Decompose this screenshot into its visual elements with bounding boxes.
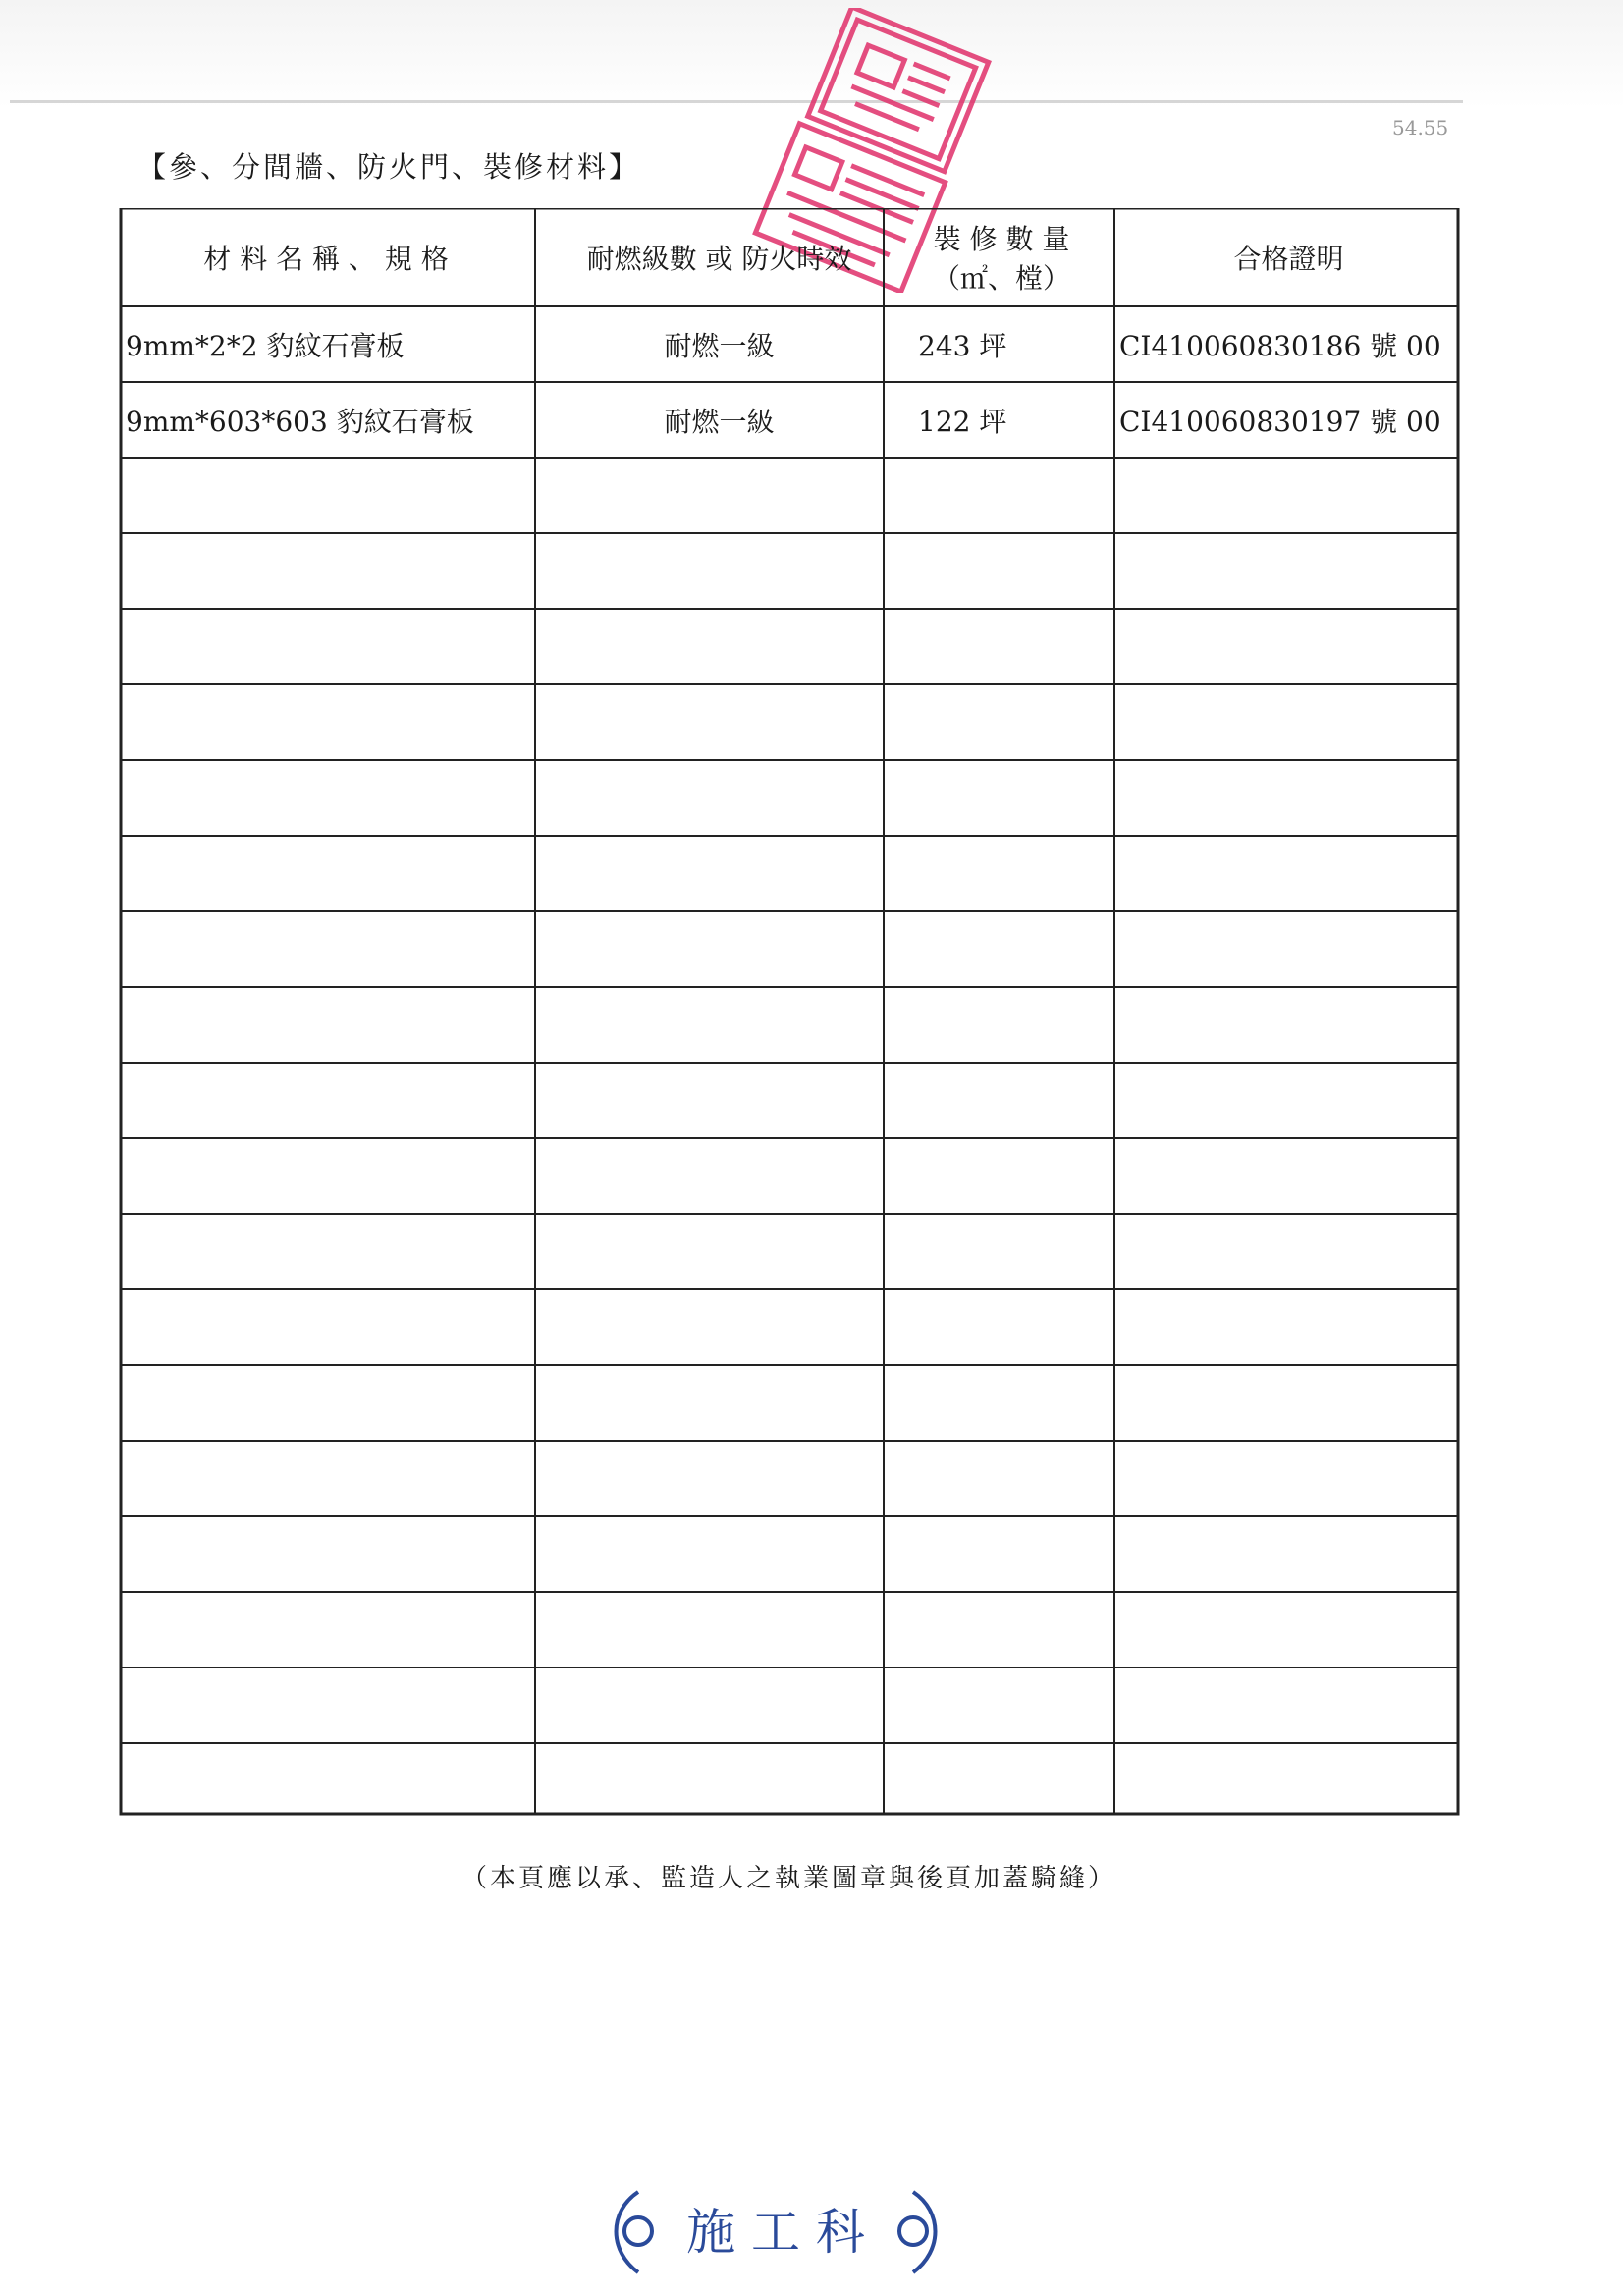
page-number: 54.55: [1392, 116, 1449, 139]
row1-material: 9mm*2*2 豹紋石膏板: [126, 329, 405, 362]
section-title: 【參、分間牆、防火門、裝修材料】: [137, 150, 641, 184]
row1-rating: 耐燃一級: [664, 329, 775, 362]
header-rating: 耐燃級數 或 防火時效: [586, 243, 852, 275]
row2-quantity: 122 坪: [918, 405, 1007, 438]
header-certificate: 合格證明: [1233, 243, 1344, 275]
row1-quantity: 243 坪: [918, 329, 1007, 362]
row2-certificate: CI410060830197 號 00: [1119, 405, 1441, 438]
row1-certificate: CI410060830186 號 00: [1119, 329, 1441, 362]
header-quantity-line1: 裝 修 數 量: [933, 223, 1070, 255]
seal-text: 施 工 科: [686, 2204, 865, 2261]
row2-material: 9mm*603*603 豹紋石膏板: [126, 405, 474, 438]
row2-rating: 耐燃一級: [664, 405, 775, 438]
header-quantity-line2: （㎡、樘）: [932, 262, 1070, 295]
construction-section-seal: [599, 2182, 952, 2280]
header-quantity: [889, 208, 1114, 306]
footer-note: （本頁應以承、監造人之執業圖章與後頁加蓋騎縫）: [461, 1864, 1117, 1893]
header-material: 材 料 名 稱 、 規 格: [203, 243, 449, 275]
fold-line: [10, 100, 1463, 103]
